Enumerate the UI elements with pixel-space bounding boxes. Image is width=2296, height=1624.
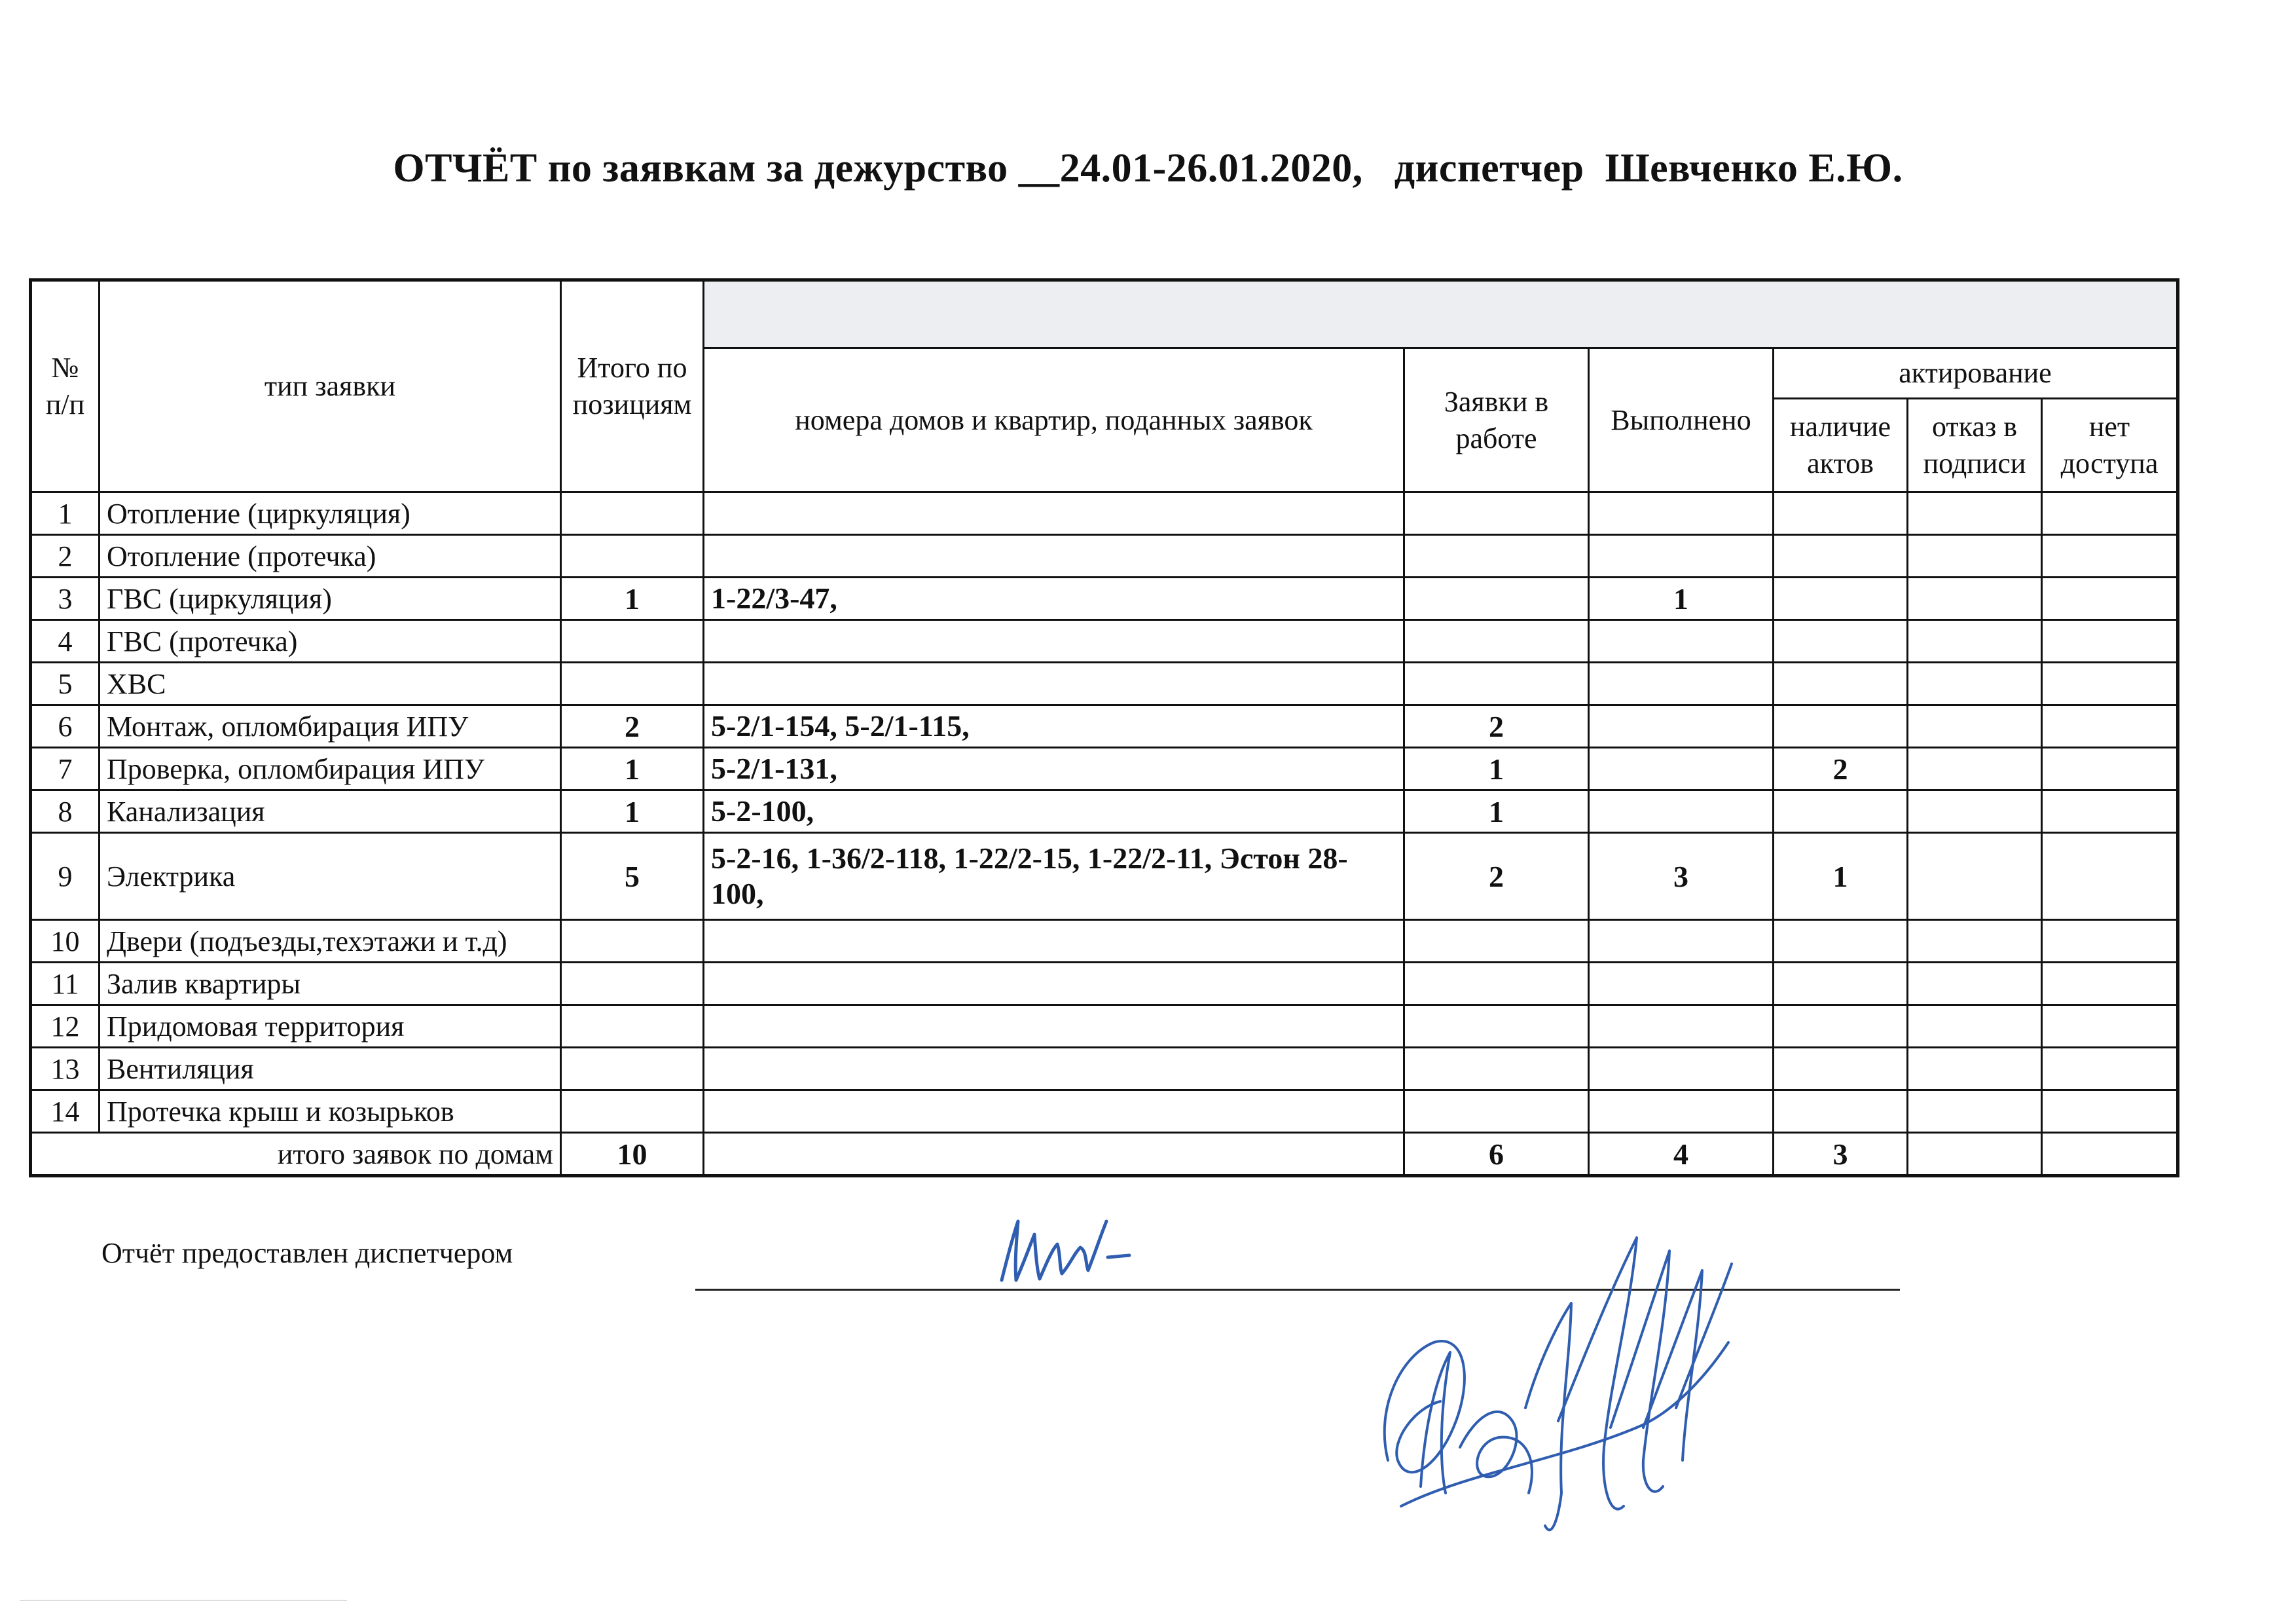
table-row bbox=[31, 963, 2178, 1005]
table-row bbox=[31, 748, 2178, 790]
row-refused bbox=[1908, 1005, 2042, 1048]
row-total bbox=[561, 663, 704, 705]
row-done: 3 bbox=[1589, 833, 1774, 920]
row-total bbox=[561, 1005, 704, 1048]
row-acts bbox=[1774, 1005, 1908, 1048]
row-type: Протечка крыш и козырьков bbox=[100, 1090, 561, 1133]
totals-in-work: 6 bbox=[1404, 1133, 1589, 1176]
row-done bbox=[1589, 748, 1774, 790]
row-total bbox=[561, 920, 704, 963]
row-no-access bbox=[2042, 790, 2178, 833]
row-type: Залив квартиры bbox=[100, 963, 561, 1005]
row-num: 3 bbox=[31, 578, 100, 620]
row-addresses bbox=[704, 1048, 1404, 1090]
row-acts: 2 bbox=[1774, 748, 1908, 790]
row-no-access bbox=[2042, 963, 2178, 1005]
row-in-work: 2 bbox=[1404, 833, 1589, 920]
row-no-access bbox=[2042, 920, 2178, 963]
table-row bbox=[31, 790, 2178, 833]
row-acts bbox=[1774, 535, 1908, 578]
row-in-work bbox=[1404, 963, 1589, 1005]
title-prefix: ОТЧЁТ по заявкам за дежурство bbox=[393, 146, 1008, 191]
row-addresses bbox=[704, 963, 1404, 1005]
totals-acts: 3 bbox=[1774, 1133, 1908, 1176]
row-done: 1 bbox=[1589, 578, 1774, 620]
row-done bbox=[1589, 963, 1774, 1005]
row-refused bbox=[1908, 790, 2042, 833]
table-row bbox=[31, 920, 2178, 963]
row-done bbox=[1589, 1048, 1774, 1090]
row-done bbox=[1589, 492, 1774, 535]
row-total: 1 bbox=[561, 748, 704, 790]
row-acts bbox=[1774, 620, 1908, 663]
row-in-work: 1 bbox=[1404, 748, 1589, 790]
row-addresses bbox=[704, 1090, 1404, 1133]
row-num: 10 bbox=[31, 920, 100, 963]
header-row-1 bbox=[31, 280, 2178, 348]
totals-addresses bbox=[704, 1133, 1404, 1176]
row-in-work bbox=[1404, 492, 1589, 535]
row-done bbox=[1589, 535, 1774, 578]
table-row bbox=[31, 1048, 2178, 1090]
row-num: 6 bbox=[31, 705, 100, 748]
row-no-access bbox=[2042, 535, 2178, 578]
row-total bbox=[561, 492, 704, 535]
row-in-work bbox=[1404, 535, 1589, 578]
row-refused bbox=[1908, 920, 2042, 963]
row-acts bbox=[1774, 663, 1908, 705]
row-total bbox=[561, 535, 704, 578]
row-no-access bbox=[2042, 833, 2178, 920]
row-done bbox=[1589, 1090, 1774, 1133]
table-row bbox=[31, 663, 2178, 705]
row-addresses bbox=[704, 620, 1404, 663]
table-row bbox=[31, 1005, 2178, 1048]
row-no-access bbox=[2042, 1090, 2178, 1133]
row-no-access bbox=[2042, 492, 2178, 535]
dispatcher-signature bbox=[989, 1208, 1185, 1293]
row-num: 4 bbox=[31, 620, 100, 663]
row-done bbox=[1589, 790, 1774, 833]
row-addresses: 5-2-100, bbox=[704, 790, 1404, 833]
row-num: 11 bbox=[31, 963, 100, 1005]
row-refused bbox=[1908, 663, 2042, 705]
header-refused: отказ в подписи bbox=[1908, 399, 2042, 492]
table-row bbox=[31, 833, 2178, 920]
row-in-work bbox=[1404, 663, 1589, 705]
totals-total: 10 bbox=[561, 1133, 704, 1176]
row-no-access bbox=[2042, 748, 2178, 790]
totals-row bbox=[31, 1133, 2178, 1176]
row-num: 1 bbox=[31, 492, 100, 535]
scan-edge-line bbox=[20, 1600, 347, 1601]
row-acts bbox=[1774, 492, 1908, 535]
row-total: 5 bbox=[561, 833, 704, 920]
row-type: Электрика bbox=[100, 833, 561, 920]
row-num: 9 bbox=[31, 833, 100, 920]
row-refused bbox=[1908, 535, 2042, 578]
row-num: 8 bbox=[31, 790, 100, 833]
row-refused bbox=[1908, 748, 2042, 790]
row-no-access bbox=[2042, 1005, 2178, 1048]
table-body bbox=[31, 492, 2178, 1176]
header-type: тип заявки bbox=[100, 280, 561, 492]
report-title bbox=[0, 145, 2296, 192]
row-in-work bbox=[1404, 578, 1589, 620]
row-acts bbox=[1774, 790, 1908, 833]
row-total: 1 bbox=[561, 578, 704, 620]
row-in-work bbox=[1404, 1090, 1589, 1133]
row-addresses bbox=[704, 1005, 1404, 1048]
row-refused bbox=[1908, 705, 2042, 748]
row-refused bbox=[1908, 833, 2042, 920]
row-type: Монтаж, опломбирация ИПУ bbox=[100, 705, 561, 748]
row-type: ГВС (протечка) bbox=[100, 620, 561, 663]
row-no-access bbox=[2042, 620, 2178, 663]
row-no-access bbox=[2042, 705, 2178, 748]
row-acts bbox=[1774, 1090, 1908, 1133]
row-addresses: 5-2/1-154, 5-2/1-115, bbox=[704, 705, 1404, 748]
row-done bbox=[1589, 920, 1774, 963]
row-refused bbox=[1908, 963, 2042, 1005]
row-type: Двери (подъезды,техэтажи и т.д) bbox=[100, 920, 561, 963]
table-row bbox=[31, 578, 2178, 620]
row-type: Канализация bbox=[100, 790, 561, 833]
row-num: 14 bbox=[31, 1090, 100, 1133]
row-acts bbox=[1774, 1048, 1908, 1090]
row-done bbox=[1589, 663, 1774, 705]
row-in-work bbox=[1404, 1005, 1589, 1048]
header-acts: наличие актов bbox=[1774, 399, 1908, 492]
row-refused bbox=[1908, 620, 2042, 663]
title-dates: __24.01-26.01.2020, bbox=[1018, 146, 1363, 191]
row-num: 5 bbox=[31, 663, 100, 705]
header-acting: актирование bbox=[1774, 348, 2178, 399]
row-acts bbox=[1774, 963, 1908, 1005]
row-addresses bbox=[704, 663, 1404, 705]
header-in-work: Заявки в работе bbox=[1404, 348, 1589, 492]
row-refused bbox=[1908, 1090, 2042, 1133]
row-num: 12 bbox=[31, 1005, 100, 1048]
totals-label: итого заявок по домам bbox=[31, 1133, 561, 1176]
row-acts bbox=[1774, 705, 1908, 748]
row-in-work bbox=[1404, 920, 1589, 963]
approval-signature bbox=[1362, 1211, 1768, 1578]
row-total bbox=[561, 1090, 704, 1133]
row-refused bbox=[1908, 578, 2042, 620]
title-dispatcher-name: Шевченко Е.Ю. bbox=[1605, 146, 1903, 191]
row-in-work bbox=[1404, 1048, 1589, 1090]
table-row bbox=[31, 1090, 2178, 1133]
row-num: 7 bbox=[31, 748, 100, 790]
row-type: Отопление (циркуляция) bbox=[100, 492, 561, 535]
row-addresses bbox=[704, 535, 1404, 578]
row-done bbox=[1589, 1005, 1774, 1048]
row-type: Проверка, опломбирация ИПУ bbox=[100, 748, 561, 790]
row-addresses bbox=[704, 920, 1404, 963]
row-acts bbox=[1774, 920, 1908, 963]
totals-no-access bbox=[2042, 1133, 2178, 1176]
row-addresses bbox=[704, 492, 1404, 535]
row-type: Вентиляция bbox=[100, 1048, 561, 1090]
row-no-access bbox=[2042, 1048, 2178, 1090]
footer-text: Отчёт предоставлен диспетчером bbox=[101, 1237, 513, 1269]
report-table bbox=[29, 278, 2179, 1177]
row-total: 1 bbox=[561, 790, 704, 833]
row-addresses: 1-22/3-47, bbox=[704, 578, 1404, 620]
row-num: 2 bbox=[31, 535, 100, 578]
table-row bbox=[31, 492, 2178, 535]
row-type: ГВС (циркуляция) bbox=[100, 578, 561, 620]
row-done bbox=[1589, 620, 1774, 663]
table-row bbox=[31, 535, 2178, 578]
table-row bbox=[31, 620, 2178, 663]
table-row bbox=[31, 705, 2178, 748]
title-dispatcher-label: диспетчер bbox=[1394, 146, 1584, 191]
row-type: Отопление (протечка) bbox=[100, 535, 561, 578]
row-addresses: 5-2-16, 1-36/2-118, 1-22/2-15, 1-22/2-11, Эстон 28-100, bbox=[704, 833, 1404, 920]
row-addresses: 5-2/1-131, bbox=[704, 748, 1404, 790]
row-refused bbox=[1908, 492, 2042, 535]
row-num: 13 bbox=[31, 1048, 100, 1090]
row-total bbox=[561, 620, 704, 663]
header-shaded-band bbox=[704, 280, 2178, 348]
header-no-access: нет доступа bbox=[2042, 399, 2178, 492]
totals-refused bbox=[1908, 1133, 2042, 1176]
header-done: Выполнено bbox=[1589, 348, 1774, 492]
row-acts bbox=[1774, 578, 1908, 620]
row-in-work: 2 bbox=[1404, 705, 1589, 748]
row-no-access bbox=[2042, 578, 2178, 620]
row-type: Придомовая территория bbox=[100, 1005, 561, 1048]
row-total: 2 bbox=[561, 705, 704, 748]
header-addresses: номера домов и квартир, поданных заявок bbox=[704, 348, 1404, 492]
row-acts: 1 bbox=[1774, 833, 1908, 920]
row-type: ХВС bbox=[100, 663, 561, 705]
row-no-access bbox=[2042, 663, 2178, 705]
row-in-work: 1 bbox=[1404, 790, 1589, 833]
row-refused bbox=[1908, 1048, 2042, 1090]
header-num: № п/п bbox=[31, 280, 100, 492]
row-in-work bbox=[1404, 620, 1589, 663]
row-total bbox=[561, 1048, 704, 1090]
row-done bbox=[1589, 705, 1774, 748]
header-total: Итого по позициям bbox=[561, 280, 704, 492]
row-total bbox=[561, 963, 704, 1005]
totals-done: 4 bbox=[1589, 1133, 1774, 1176]
